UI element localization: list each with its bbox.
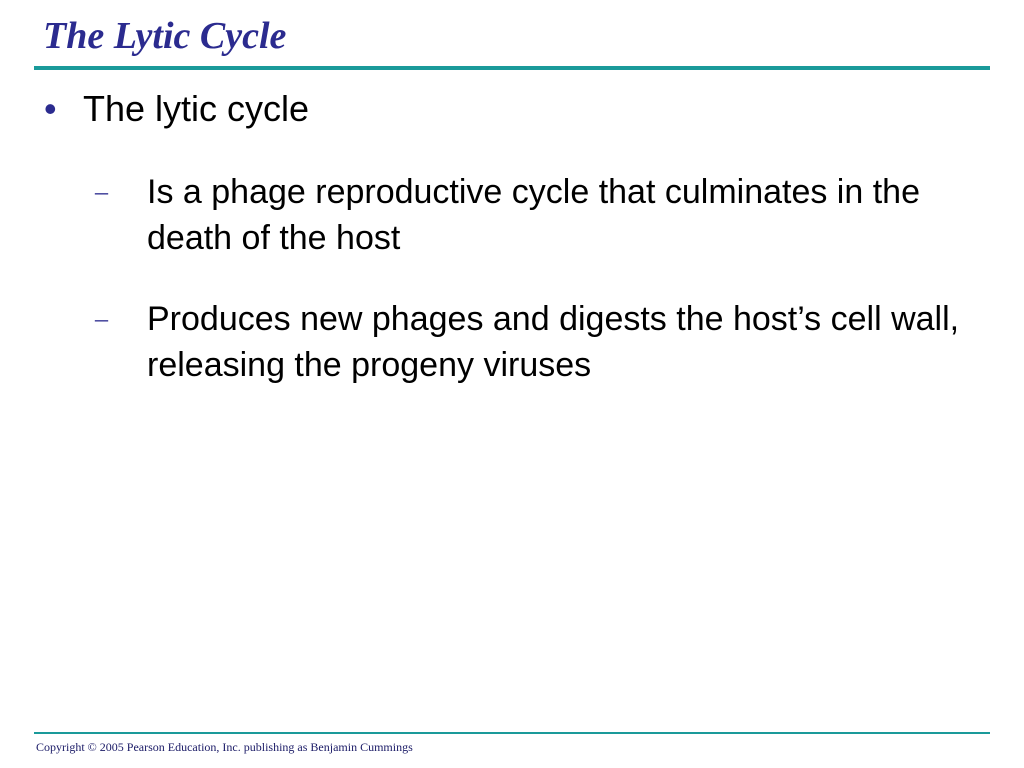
slide-content [0, 84, 1024, 388]
sub-bullet-item [95, 296, 977, 388]
title-divider [34, 66, 990, 70]
footer-divider [34, 732, 990, 734]
bullet-text: The lytic cycle [83, 88, 310, 129]
dash-icon: – [95, 177, 108, 206]
dash-icon: – [95, 304, 108, 333]
bullet-icon: • [44, 88, 57, 129]
slide-title: The Lytic Cycle [43, 15, 287, 57]
copyright-footer: Copyright © 2005 Pearson Education, Inc. publishing as Benjamin Cummings [36, 740, 413, 754]
sub-bullet-text: Is a phage reproductive cycle that culminates in the death of the host [147, 173, 920, 257]
sub-bullet-text: Produces new phages and digests the host’s cell wall, releasing the progeny viruses [147, 300, 960, 384]
sub-bullet-item [95, 169, 977, 261]
bullet-item [0, 84, 1024, 134]
